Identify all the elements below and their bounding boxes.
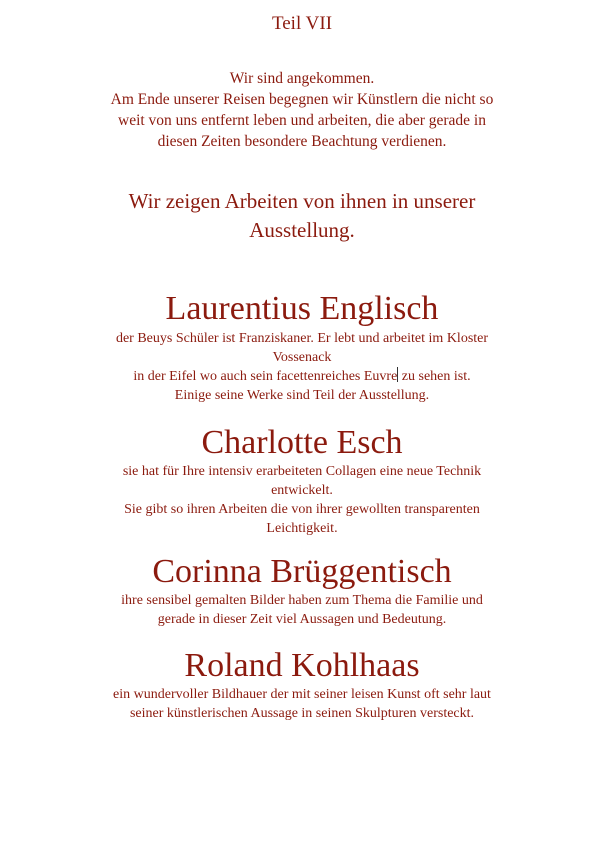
artist-name: Laurentius Englisch	[165, 290, 439, 327]
artist-description	[0, 329, 604, 405]
artist-name: Corinna Brüggentisch	[152, 553, 452, 590]
description-line: der Beuys Schüler ist Franziskaner. Er lebt und arbeitet im Kloster	[115, 331, 489, 346]
exhibit-line: Wir zeigen Arbeiten von ihnen in unserer	[128, 189, 476, 213]
description-line: ein wundervoller Bildhauer der mit seiner leisen Kunst oft sehr laut	[113, 687, 491, 702]
description-line: entwickelt.	[271, 483, 333, 498]
exhibit-heading	[0, 187, 604, 245]
artist-description	[0, 462, 604, 538]
description-text: in der Eifel wo auch sein facettenreiches Euvre	[133, 369, 398, 384]
artist-section-englisch	[0, 290, 604, 405]
artist-description	[0, 591, 604, 629]
artist-description	[0, 685, 604, 723]
artist-section-esch	[0, 424, 604, 538]
artist-section-kohlhaas	[0, 647, 604, 723]
artist-name: Roland Kohlhaas	[184, 647, 420, 684]
description-line: seiner künstlerischen Aussage in seinen Skulpturen versteckt.	[129, 706, 475, 721]
exhibit-line: Ausstellung.	[249, 218, 355, 242]
intro-line: weit von uns entfernt leben und arbeiten, die aber gerade in	[118, 112, 486, 129]
description-line: Leichtigkeit.	[266, 521, 338, 536]
description-text: zu sehen ist.	[398, 369, 471, 384]
description-line: Sie gibt so ihren Arbeiten die von ihrer gewollten transparenten	[124, 502, 480, 517]
intro-paragraph	[0, 68, 604, 152]
description-line: gerade in dieser Zeit viel Aussagen und Bedeutung.	[157, 612, 447, 627]
intro-line: Am Ende unserer Reisen begegnen wir Künstlern die nicht so	[110, 91, 494, 108]
intro-line: Wir sind angekommen.	[229, 70, 375, 87]
description-line: sie hat für Ihre intensiv erarbeiteten Collagen eine neue Technik	[122, 464, 482, 479]
description-line: Vossenack	[272, 350, 332, 365]
artist-name: Charlotte Esch	[201, 424, 403, 461]
description-line: Einige seine Werke sind Teil der Ausstellung.	[174, 388, 430, 403]
description-line: ihre sensibel gemalten Bilder haben zum Thema die Familie und	[121, 593, 483, 608]
artist-section-brueggentisch	[0, 553, 604, 629]
description-line-with-cursor[interactable]	[0, 367, 604, 386]
intro-line: diesen Zeiten besondere Beachtung verdienen.	[157, 133, 447, 150]
section-title: Teil VII	[271, 13, 333, 34]
